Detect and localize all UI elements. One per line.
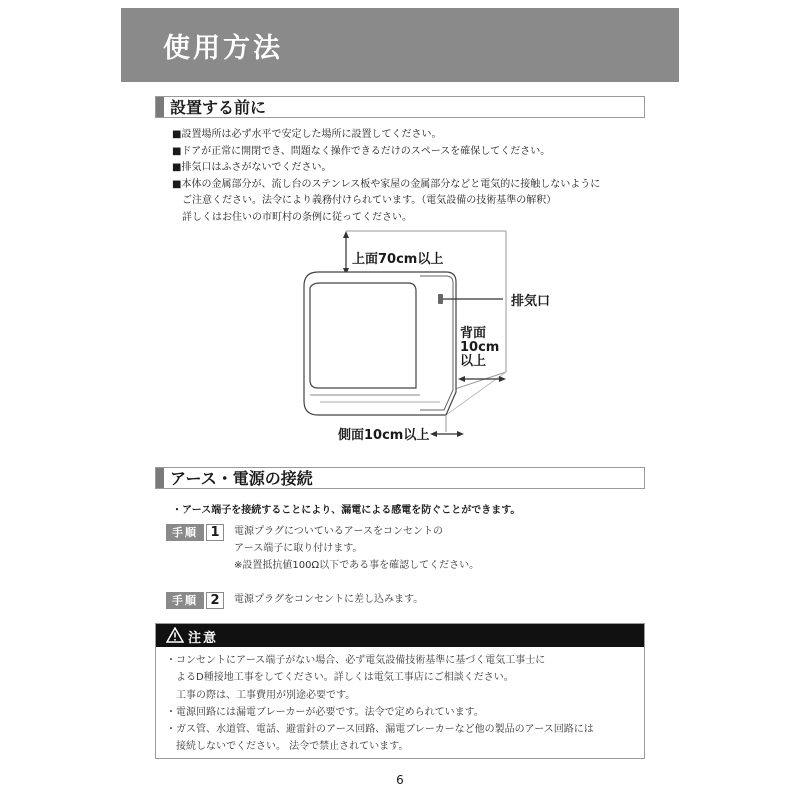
page-number: 6	[396, 773, 404, 787]
exhaust-label: 排気口	[511, 294, 551, 309]
step-badge	[166, 524, 224, 541]
caution-header	[156, 624, 644, 647]
section-heading-bar	[156, 468, 164, 488]
page-title: 使用方法	[163, 33, 283, 64]
step-line: 電源プラグをコンセントに差し込みます。	[234, 594, 424, 605]
step-badge	[166, 592, 224, 609]
step-text	[234, 591, 423, 608]
step-label: 手順	[166, 592, 204, 609]
back-arrow-head	[458, 376, 465, 382]
exhaust-port	[438, 294, 443, 304]
step-line: 電源プラグについているアースをコンセントの	[234, 526, 443, 537]
caution-box	[155, 623, 645, 759]
side-arrow-head	[430, 431, 437, 437]
note-item: ■排気口はふさがないでください。	[172, 162, 332, 173]
section-heading-grounding	[155, 467, 645, 489]
note-continuation: ご注意ください。法令により義務付けられています。（電気設備の技術基準の解釈）	[182, 195, 557, 206]
section-heading-title: 設置する前に	[170, 98, 267, 117]
caution-line: 工事の際は、工事費用が別途必要です。	[176, 689, 356, 701]
caution-line: ・電源回路には漏電ブレーカーが必要です。法令で定められています。	[166, 706, 484, 718]
back-clearance-label	[460, 327, 499, 369]
top-arrow-head	[343, 231, 349, 238]
step-line: ※設置抵抗値100Ω以下である事を確認してください。	[234, 560, 480, 571]
step-text	[234, 523, 479, 574]
caution-title: 注意	[188, 631, 219, 646]
grounding-intro: ・アース端子を接続することにより、漏電による感電を防ぐことができます。	[172, 505, 521, 516]
back-label-line: 以上	[460, 354, 487, 369]
section-heading-title: アース・電源の接続	[170, 469, 313, 488]
caution-line: ・コンセントにアース端子がない場合、必ず電気設備技術基準に基づく電気工事士に	[166, 655, 546, 666]
caution-line: ・ガス管、水道管、電話、避雷針のアース回路、漏電ブレーカーなど他の製品のアース回路には	[166, 724, 594, 736]
caution-body	[166, 652, 594, 756]
caution-line: よるD種接地工事をしてください。詳しくは電気工事店にご相談ください。	[176, 672, 514, 684]
note-item: ■設置場所は必ず水平で安定した場所に設置してください。	[172, 129, 442, 140]
top-clearance-label: 上面70cm以上	[352, 252, 444, 267]
step-line: アース端子に取り付けます。	[234, 543, 363, 554]
note-item: ■ドアが正常に開閉でき、問題なく操作できるだけのスペースを確保してください。	[172, 145, 551, 157]
back-arrow-tail	[499, 376, 506, 382]
warning-icon	[166, 627, 184, 643]
note-continuation: 詳しくはお住いの市町村の条例に従ってください。	[182, 211, 412, 223]
caution-line: 接続しないでください。 法令で禁止されています。	[176, 741, 409, 753]
back-label-line: 背面	[460, 326, 487, 341]
step-number: 1	[206, 524, 224, 541]
back-label-line: 10cm	[460, 340, 500, 355]
dishwasher-door	[310, 283, 416, 388]
step-label: 手順	[166, 524, 204, 541]
side-arrow-tail	[457, 431, 464, 437]
side-clearance-label: 側面10cm以上	[338, 428, 430, 443]
step-number: 2	[206, 592, 224, 609]
note-item: ■本体の金属部分が、流し台のステンレス板や家屋の金属部分などと電気的に接触しないように	[172, 178, 601, 190]
